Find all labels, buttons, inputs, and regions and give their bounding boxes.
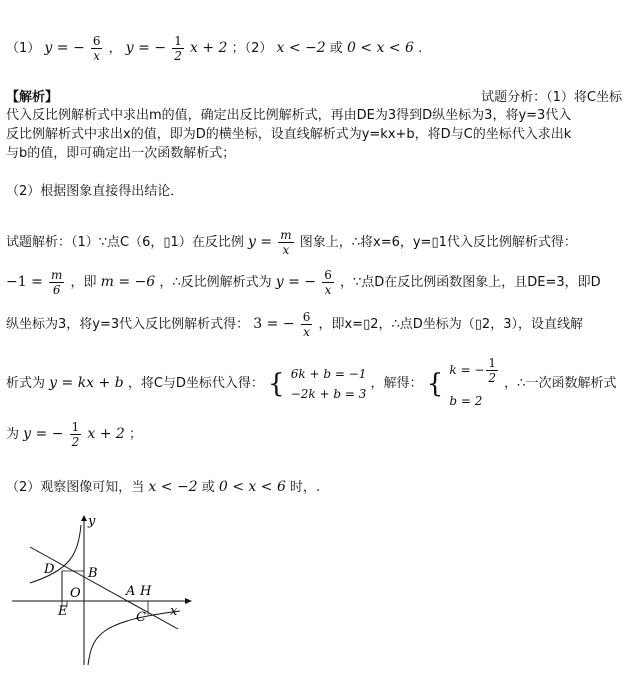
function-graph-figure	[0, 515, 200, 675]
end-dot: .	[418, 41, 423, 56]
hyperbola-branch-left	[30, 525, 81, 583]
comma: ，	[108, 41, 122, 56]
solution-line-5: 为 y = − $\frac{1}{2}$ x + 2 ；	[6, 420, 142, 449]
analysis-line-2: 反比例解析式中求出x的值，即为D的横坐标，设直线解析式为y=kx+b，将D与C的坐标代入求出k	[6, 127, 572, 142]
label-x: x	[170, 604, 178, 619]
fraction-m-over-x: $\frac{m}{x}$	[280, 228, 292, 257]
solution-line-3: 纵坐标为3，将y=3代入反比例解析式得： 3 = − $\frac{6}{x}$ ，即x=▯2，∴点D坐标为（▯2，3），设直线解	[6, 310, 583, 339]
inequality-2: 0 < x < 6	[346, 40, 414, 56]
analysis-line-3: 与b的值，即可确定出一次函数解析式；	[6, 146, 236, 161]
label-B: B	[88, 566, 98, 581]
hyperbola-branch-right	[88, 611, 180, 665]
linear-function-lhs: y = −	[125, 40, 167, 56]
fraction-6-over-x: $\frac{6}{x}$	[92, 34, 101, 63]
analysis-line-1: 代入反比例解析式中求出m的值，确定出反比例解析式，再由DE为3得到D纵坐标为3，将y=3代入	[6, 108, 572, 123]
line-y-eq	[30, 547, 178, 629]
label-O: O	[70, 586, 81, 601]
solution-line-1: 试题解析：（1）∵点C（6，▯1）在反比例 y = $\frac{m}{x}$ 图象上，∴将x=6，y=▯1代入反比例解析式得：	[6, 228, 577, 257]
label-H: H	[140, 584, 152, 599]
solution-line-4: 析式为 y = kx + b ，将C与D坐标代入得： { 6k + b = −1 −2k + b = 3 ，解得： { k = − $\frac{1}{2}$ b = 2 ，∴一次函数解析式	[6, 356, 616, 411]
inequality-1: x < −2	[276, 40, 326, 56]
solution-line-6: （2）观察图像可知，当 x < −2 或 0 < x < 6 时，.	[6, 479, 321, 495]
solution-line-2: −1 = $\frac{m}{6}$ ，即 m = −6 ，∴反比例解析式为 y = − $\frac{6}{x}$ ，∵点D在反比例函数图象上，且DE=3，即D	[6, 268, 601, 297]
equation-system: 6k + b = −1 −2k + b = 3	[290, 366, 367, 401]
answer-line	[6, 34, 422, 63]
analysis-line-4: （2）根据图象直接得出结论．	[6, 184, 184, 199]
label-D: D	[44, 562, 55, 577]
label-C: C	[136, 610, 146, 625]
solution-system: k = − $\frac{1}{2}$ b = 2	[449, 356, 497, 408]
analysis-right-head: 试题分析：（1）将C坐标	[481, 90, 622, 105]
label-E: E	[58, 604, 68, 619]
fraction-m-over-6: $\frac{m}{6}$	[50, 268, 63, 297]
label-A: A	[126, 584, 136, 599]
linear-function-tail: x + 2	[189, 40, 228, 56]
inverse-function-lhs: y = −	[44, 40, 85, 56]
part1-label: （1）	[6, 41, 41, 56]
analysis-heading: 【解析】	[6, 90, 59, 105]
or-word: 或	[329, 41, 343, 56]
fraction-1-over-2: $\frac{1}{2}$	[174, 34, 182, 63]
part2-separator: ；（2）	[231, 41, 273, 56]
label-y: y	[88, 515, 96, 529]
